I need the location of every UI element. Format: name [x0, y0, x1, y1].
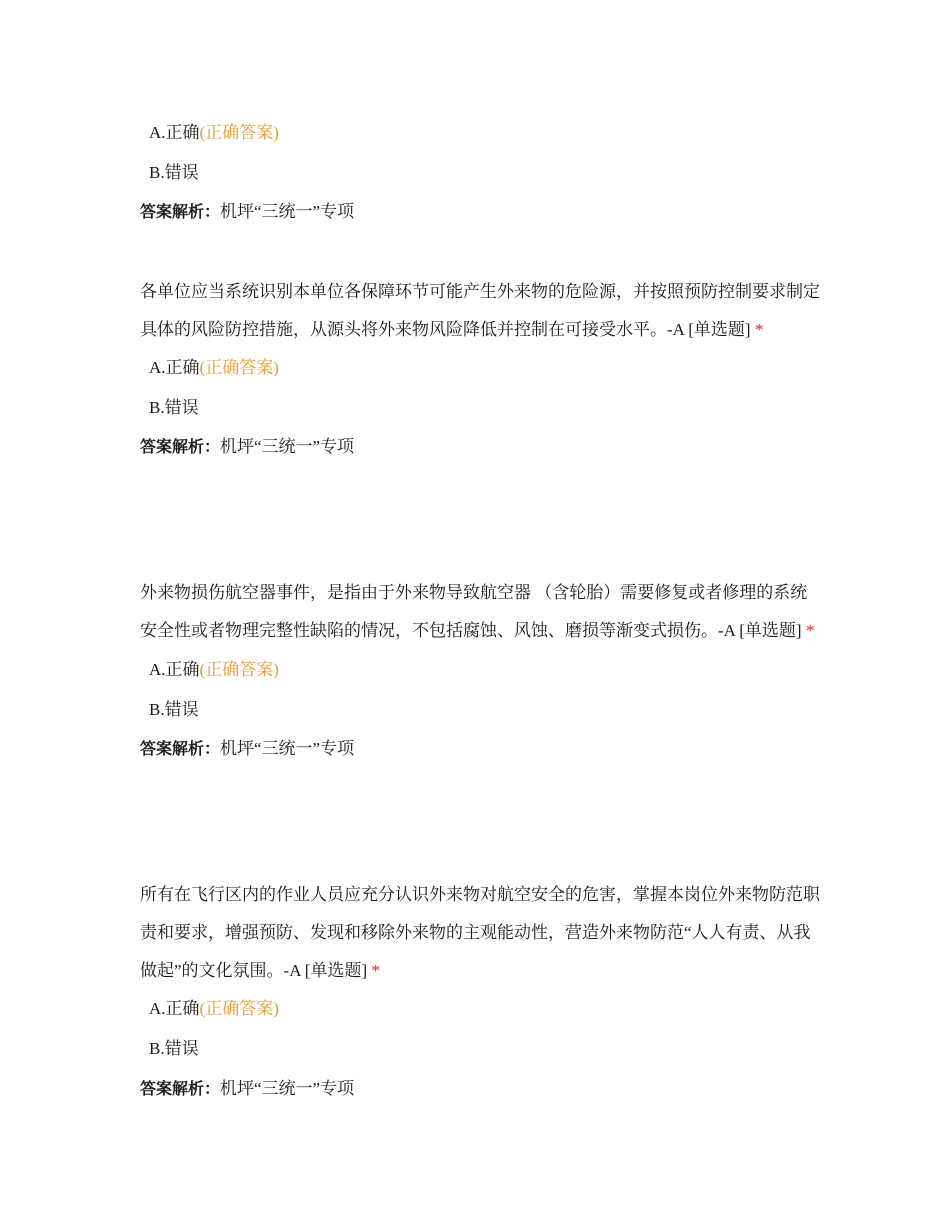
correct-answer-mark: (正确答案) — [199, 999, 279, 1018]
required-mark: * — [371, 961, 380, 980]
answer-analysis — [140, 738, 820, 760]
option-a-label: A.正确 — [149, 358, 200, 377]
option-b[interactable] — [149, 397, 820, 419]
option-a-label: A.正确 — [149, 999, 200, 1018]
option-a-label: A.正确 — [149, 660, 200, 679]
answer-analysis — [140, 436, 820, 458]
question-text — [140, 876, 820, 990]
option-b[interactable] — [149, 1038, 820, 1060]
question-stem: 外来物损伤航空器事件，是指由于外来物导致航空器 （含轮胎）需要修复或者修理的系统安全性或者物理完整性缺陷的情况，不包括腐蚀、风蚀、磨损等渐变式损伤。-A [单选题] — [140, 583, 808, 640]
question-text — [140, 273, 820, 349]
question-block-4 — [140, 876, 820, 1100]
question-stem: 各单位应当系统识别本单位各保障环节可能产生外来物的危险源，并按照预防控制要求制定具体的风险防控措施，从源头将外来物风险降低并控制在可接受水平。-A [单选题] — [140, 282, 820, 339]
analysis-label: 答案解析： — [140, 437, 221, 456]
option-a[interactable] — [149, 122, 820, 144]
question-stem: 所有在飞行区内的作业人员应充分认识外来物对航空安全的危害，掌握本岗位外来物防范职责和要求，增强预防、发现和移除外来物的主观能动性，营造外来物防范“人人有责、从我做起”的文化氛围。-A [单选题] — [140, 885, 820, 980]
analysis-label: 答案解析： — [140, 202, 221, 221]
question-block-2 — [140, 273, 820, 458]
question-block-1 — [140, 122, 820, 223]
analysis-text: 机坪“三统一”专项 — [220, 1079, 355, 1098]
required-mark: * — [754, 320, 764, 339]
answer-analysis — [140, 1078, 820, 1100]
option-b-label: B.错误 — [149, 163, 199, 182]
option-b-label: B.错误 — [149, 398, 199, 417]
option-a[interactable] — [149, 357, 820, 379]
option-a-label: A.正确 — [149, 123, 200, 142]
required-mark: * — [805, 621, 815, 640]
correct-answer-mark: (正确答案) — [199, 660, 279, 679]
correct-answer-mark: (正确答案) — [199, 358, 279, 377]
option-b[interactable] — [149, 162, 820, 184]
analysis-text: 机坪“三统一”专项 — [220, 202, 355, 221]
analysis-text: 机坪“三统一”专项 — [220, 739, 355, 758]
question-block-3 — [140, 574, 820, 760]
analysis-label: 答案解析： — [140, 739, 221, 758]
option-b[interactable] — [149, 699, 820, 721]
option-b-label: B.错误 — [149, 1039, 199, 1058]
correct-answer-mark: (正确答案) — [199, 123, 279, 142]
option-b-label: B.错误 — [149, 700, 199, 719]
option-a[interactable] — [149, 659, 820, 681]
analysis-label: 答案解析： — [140, 1079, 221, 1098]
analysis-text: 机坪“三统一”专项 — [220, 437, 355, 456]
answer-analysis — [140, 201, 820, 223]
option-a[interactable] — [149, 998, 820, 1020]
question-text — [140, 574, 820, 650]
